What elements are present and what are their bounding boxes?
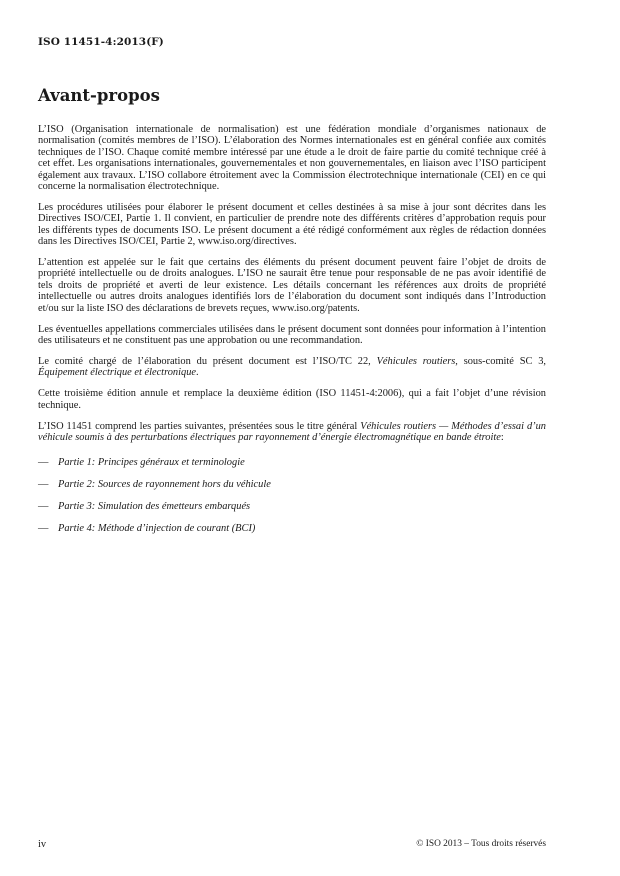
- parts-intro-text: L’ISO 11451 comprend les parties suivantes, présentées sous le titre général: [38, 420, 361, 432]
- paragraph-parts-intro: [38, 421, 546, 444]
- paragraph-iso-organisation: L’ISO (Organisation internationale de normalisation) est une fédération mondiale d’organismes nationaux de normalisation (comités membres de l’ISO). L’élaboration des Normes internationales est en général confiée aux comités techniques de l’ISO. Chaque comité membre intéressé par une étude a le droit de faire partie du comité technique créé à cet effet. Les organisations internationales, gouvernementales et non gouvernementales, en liaison avec l’ISO participent également aux travaux. L’ISO collabore étroitement avec la Commission électrotechnique internationale (CEI) en ce qui concerne la normalisation électrotechnique.: [38, 124, 546, 193]
- list-item-text: Partie 3: Simulation des émetteurs embarqués: [58, 501, 251, 513]
- parts-intro-text: :: [500, 431, 504, 443]
- list-dash: —: [38, 523, 49, 535]
- foreword-body: [38, 124, 546, 545]
- committee-text: .: [196, 367, 199, 379]
- copyright-notice: © ISO 2013 – Tous droits réservés: [416, 839, 546, 849]
- list-dash: —: [38, 457, 49, 469]
- paragraph-patents: L’attention est appelée sur le fait que certains des éléments du présent document peuvent faire l’objet de droits de propriété intellectuelle ou de droits analogues. L’ISO ne saurait être tenue pour responsable de ne pas avoir identifié de tels droits de propriété et averti de leur existence. Les détails concernant les références aux droits de propriété intellectuelle ou autres droits analogues identifiés lors de l’élaboration du document sont indiqués dans l’Introduction et/ou sur la liste ISO des déclarations de brevets reçues, www.iso.org/patents.: [38, 257, 546, 314]
- paragraph-committee: [38, 356, 546, 379]
- subcommittee-name: Équipement électrique et électronique: [38, 367, 197, 379]
- list-item-text: Partie 4: Méthode d’injection de courant (BCI): [58, 523, 256, 535]
- document-code: ISO 11451-4:2013(F): [38, 36, 164, 48]
- parts-list: [38, 457, 546, 535]
- section-title: Avant-propos: [38, 86, 160, 105]
- list-item: [38, 457, 546, 469]
- general-title: Véhicules routiers — Méthodes d’essai d’un véhicule soumis à des perturbations électriques par rayonnement d’énergie électromagnétique en bande étroite: [38, 420, 546, 443]
- committee-text: , sous-comité SC 3,: [455, 355, 547, 367]
- paragraph-trade-names: Les éventuelles appellations commerciales utilisées dans le présent document sont données pour information à l’intention des utilisateurs et ne constituent pas une approbation ou une recommandation.: [38, 323, 546, 346]
- page-number: iv: [38, 839, 47, 850]
- list-dash: —: [38, 501, 49, 513]
- list-item-text: Partie 2: Sources de rayonnement hors du véhicule: [58, 479, 271, 491]
- paragraph-procedures: Les procédures utilisées pour élaborer le présent document et celles destinées à sa mise à jour sont décrites dans les Directives ISO/CEI, Partie 1. Il convient, en particulier de prendre note des différents critères d’approbation requis pour les différents types de documents ISO. Le présent document a été rédigé conformément aux règles de rédaction données dans les Directives ISO/CEI, Partie 2, www.iso.org/directives.: [38, 201, 546, 248]
- list-item-text: Partie 1: Principes généraux et terminologie: [58, 457, 245, 469]
- list-item: [38, 501, 546, 513]
- paragraph-edition: Cette troisième édition annule et remplace la deuxième édition (ISO 11451-4:2006), qui a fait l’objet d’une révision technique.: [38, 388, 546, 411]
- list-dash: —: [38, 479, 49, 491]
- list-item: [38, 523, 546, 535]
- committee-name: Véhicules routiers: [376, 355, 456, 367]
- committee-text: Le comité chargé de l’élaboration du présent document est l’ISO/TC 22,: [38, 355, 377, 367]
- list-item: [38, 479, 546, 491]
